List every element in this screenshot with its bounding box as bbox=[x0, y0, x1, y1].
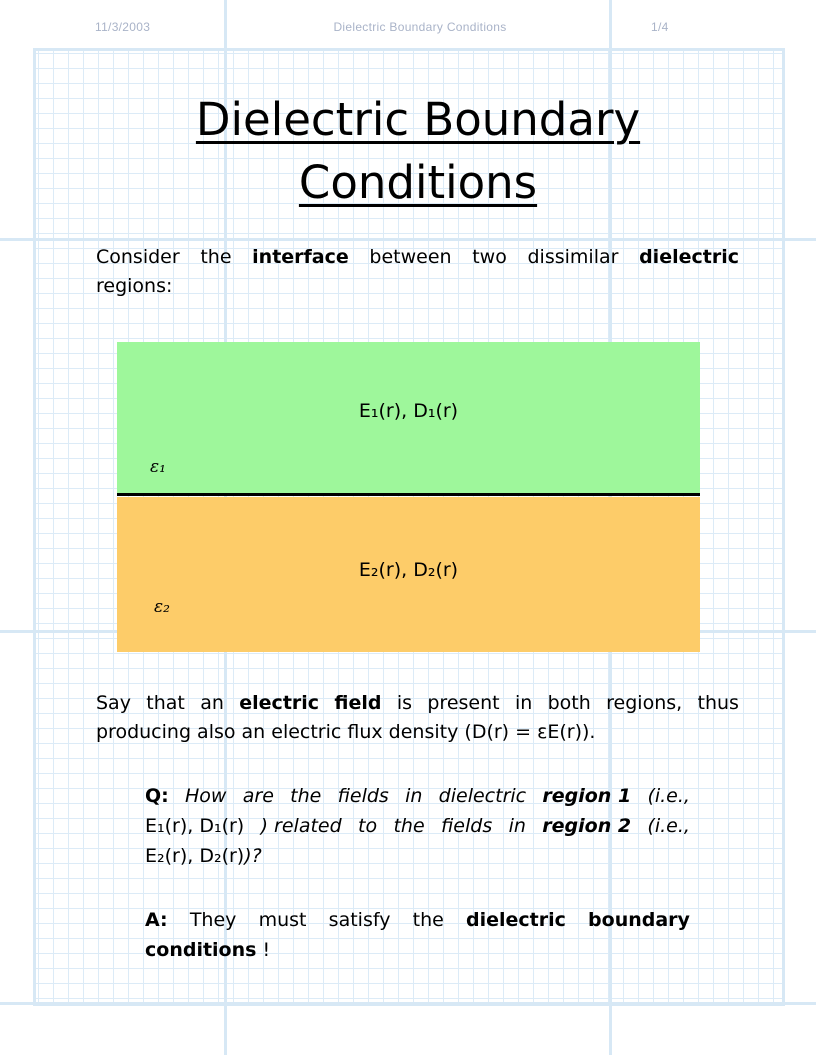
answer-word-boundary: boundary bbox=[588, 909, 690, 931]
flux-density-equation: D(r) = εE(r) bbox=[471, 721, 582, 743]
region-2-permittivity: ε₂ bbox=[154, 597, 170, 617]
say-word: an bbox=[200, 692, 224, 714]
question-word: the bbox=[290, 785, 322, 807]
intro-word: the bbox=[200, 246, 232, 268]
intro-line-2: regions: bbox=[96, 275, 173, 297]
intro-word: dissimilar bbox=[527, 246, 619, 268]
answer-word: must bbox=[258, 909, 307, 931]
question-region-2: region 2 bbox=[542, 815, 632, 837]
region-2-fields: E₂(r), D₂(r) bbox=[358, 559, 459, 581]
header-title: Dielectric Boundary Conditions bbox=[333, 20, 507, 34]
intro-word: Consider bbox=[96, 246, 180, 268]
question-label: Q: bbox=[145, 785, 169, 807]
region-1-box bbox=[117, 342, 700, 494]
intro-word: two bbox=[472, 246, 507, 268]
page-title bbox=[0, 88, 816, 214]
answer-end: ! bbox=[256, 939, 271, 961]
say-word: thus bbox=[697, 692, 739, 714]
say-word: in bbox=[514, 692, 533, 714]
answer-word: the bbox=[412, 909, 444, 931]
intro-paragraph bbox=[96, 243, 739, 301]
interface-boundary-line bbox=[117, 493, 700, 496]
question-word: (i.e., bbox=[647, 785, 690, 807]
question-region-1: region 1 bbox=[542, 785, 632, 807]
question-word: ) related bbox=[260, 815, 342, 837]
say-word-electric: electric bbox=[239, 692, 320, 714]
say-word: that bbox=[146, 692, 185, 714]
say-line-2-end: ). bbox=[582, 721, 596, 743]
question-word: the bbox=[393, 815, 425, 837]
say-word-field: field bbox=[334, 692, 382, 714]
region-2-box bbox=[117, 497, 700, 652]
header-page-number: 1/4 bbox=[651, 20, 669, 34]
region-1-permittivity: ε₁ bbox=[150, 457, 166, 477]
question-word: in bbox=[508, 815, 526, 837]
say-word: Say bbox=[96, 692, 131, 714]
say-word: present bbox=[427, 692, 500, 714]
answer-word: They bbox=[189, 909, 237, 931]
intro-word-dielectric: dielectric bbox=[639, 246, 739, 268]
question-word: to bbox=[358, 815, 378, 837]
field-paragraph bbox=[96, 689, 739, 747]
header-date: 11/3/2003 bbox=[95, 20, 151, 34]
answer-word-conditions: conditions bbox=[145, 939, 257, 961]
say-word: is bbox=[396, 692, 413, 714]
question-fields-1: E₁(r), D₁(r) bbox=[145, 815, 245, 837]
question-word: in bbox=[405, 785, 423, 807]
question-fields-2: E₂(r), D₂(r) bbox=[145, 845, 245, 867]
question-end: )? bbox=[244, 845, 262, 867]
intro-word-interface: interface bbox=[252, 246, 349, 268]
question-word: dielectric bbox=[438, 785, 527, 807]
question-word: are bbox=[242, 785, 274, 807]
answer-block bbox=[145, 905, 690, 965]
answer-word-dielectric: dielectric bbox=[465, 909, 566, 931]
question-word: fields bbox=[441, 815, 493, 837]
question-block bbox=[145, 781, 690, 871]
question-word: fields bbox=[337, 785, 389, 807]
answer-word: satisfy bbox=[328, 909, 391, 931]
question-word: How bbox=[185, 785, 227, 807]
answer-label: A: bbox=[145, 909, 168, 931]
say-line-2 bbox=[96, 718, 739, 747]
grid-major-line bbox=[0, 238, 816, 241]
title-line-2: Conditions bbox=[298, 156, 538, 209]
say-line-2-text: producing also an electric flux density ( bbox=[96, 721, 472, 743]
say-word: both bbox=[547, 692, 591, 714]
title-line-1: Dielectric Boundary bbox=[195, 93, 641, 146]
intro-word: between bbox=[369, 246, 452, 268]
question-word: (i.e., bbox=[647, 815, 690, 837]
region-1-fields: E₁(r), D₁(r) bbox=[358, 400, 459, 422]
grid-major-line bbox=[0, 1002, 816, 1005]
say-word: regions, bbox=[606, 692, 683, 714]
